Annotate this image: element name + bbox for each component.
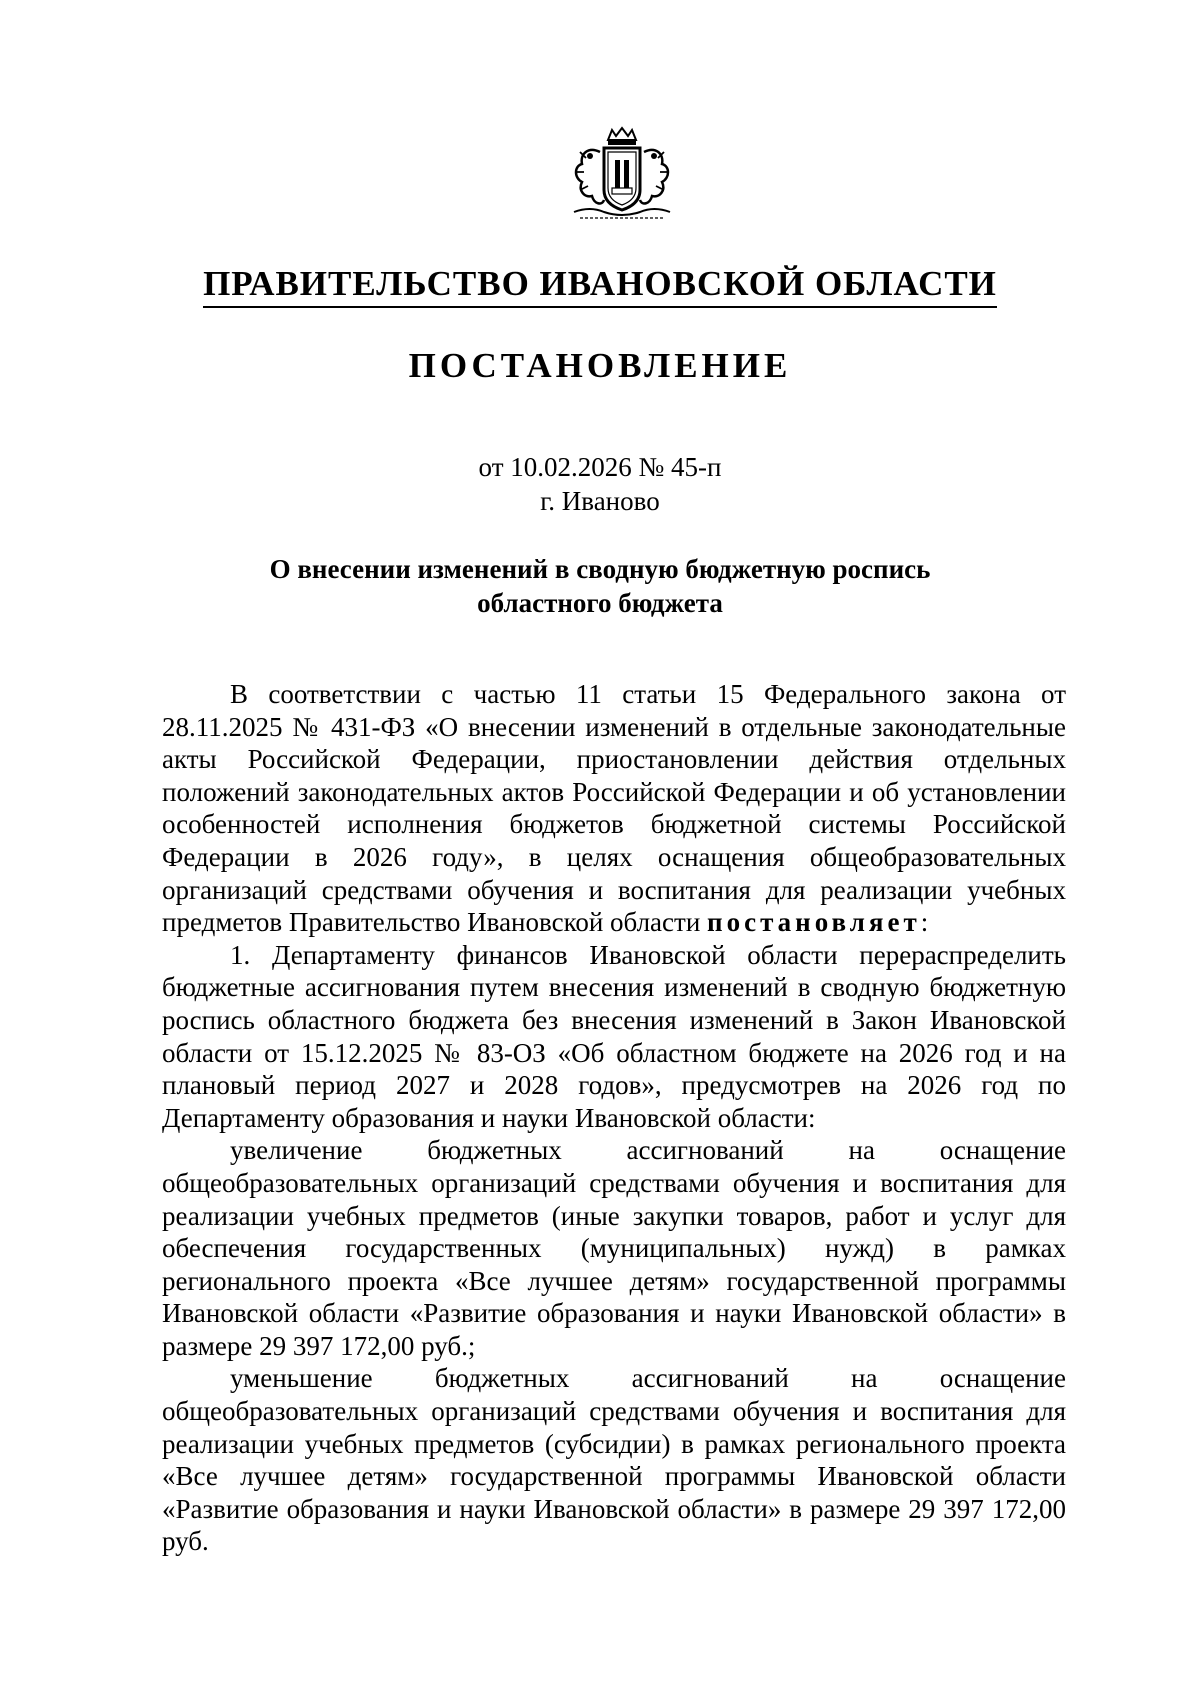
document-title-line-1: О внесении изменений в сводную бюджетную роспись [269,554,931,584]
decree-colon: : [920,907,929,938]
document-body [162,678,1066,1558]
increase-paragraph: увеличение бюджетных ассигнований на оснащение общеобразовательных организаций средствами обучения и воспитания для реализации учебных предметов (иные закупки товаров, работ и услуг для обеспечения государственных (муниципальных) нужд) в рамках регионального проекта «Все лучшее детям» государственной программы Ивановской области «Развитие образования и науки Ивановской области» в размере 29 397 172,00 руб.; [162,1135,1066,1361]
document-type: ПОСТАНОВЛЕНИЕ [408,346,792,385]
government-name-text: ПРАВИТЕЛЬСТВО ИВАНОВСКОЙ ОБЛАСТИ [203,264,997,308]
document-city: г. Иваново [540,486,660,516]
coat-of-arms-icon [560,126,684,226]
government-name [0,262,1200,306]
preamble-text: В соответствии с частью 11 статьи 15 Федерального закона от 28.11.2025 № 431-ФЗ «О внесении изменений в отдельные законодательные акты Российской Федерации, приостановлении действия отдельных положений законодательных актов Российской Федерации и об установлении особенностей исполнения бюджетов бюджетной системы Российской Федерации в 2026 году», в целях оснащения общеобразовательных организаций средствами обучения и воспитания для реализации учебных предметов Правительство Ивановской области [162,679,1066,938]
decrease-paragraph: уменьшение бюджетных ассигнований на оснащение общеобразовательных организаций средствами обучения и воспитания для реализации учебных предметов (субсидии) в рамках регионального проекта «Все лучшее детям» государственной программы Ивановской области «Развитие образования и науки Ивановской области» в размере 29 397 172,00 руб. [162,1363,1066,1557]
item-1-paragraph: 1. Департаменту финансов Ивановской области перераспределить бюджетные ассигнования путем внесения изменений в сводную бюджетную роспись областного бюджета без внесения изменений в Закон Ивановской области от 15.12.2025 № 83-ОЗ «Об областном бюджете на 2026 год и на плановый период 2027 и 2028 годов», предусмотрев на 2026 год по Департаменту образования и науки Ивановской области: [162,939,1066,1133]
preamble-paragraph [162,678,1066,939]
document-title-line-2: областного бюджета [477,588,723,618]
document-date-number: от 10.02.2026 № 45-п [478,452,722,482]
decree-word: постановляет [707,907,921,938]
